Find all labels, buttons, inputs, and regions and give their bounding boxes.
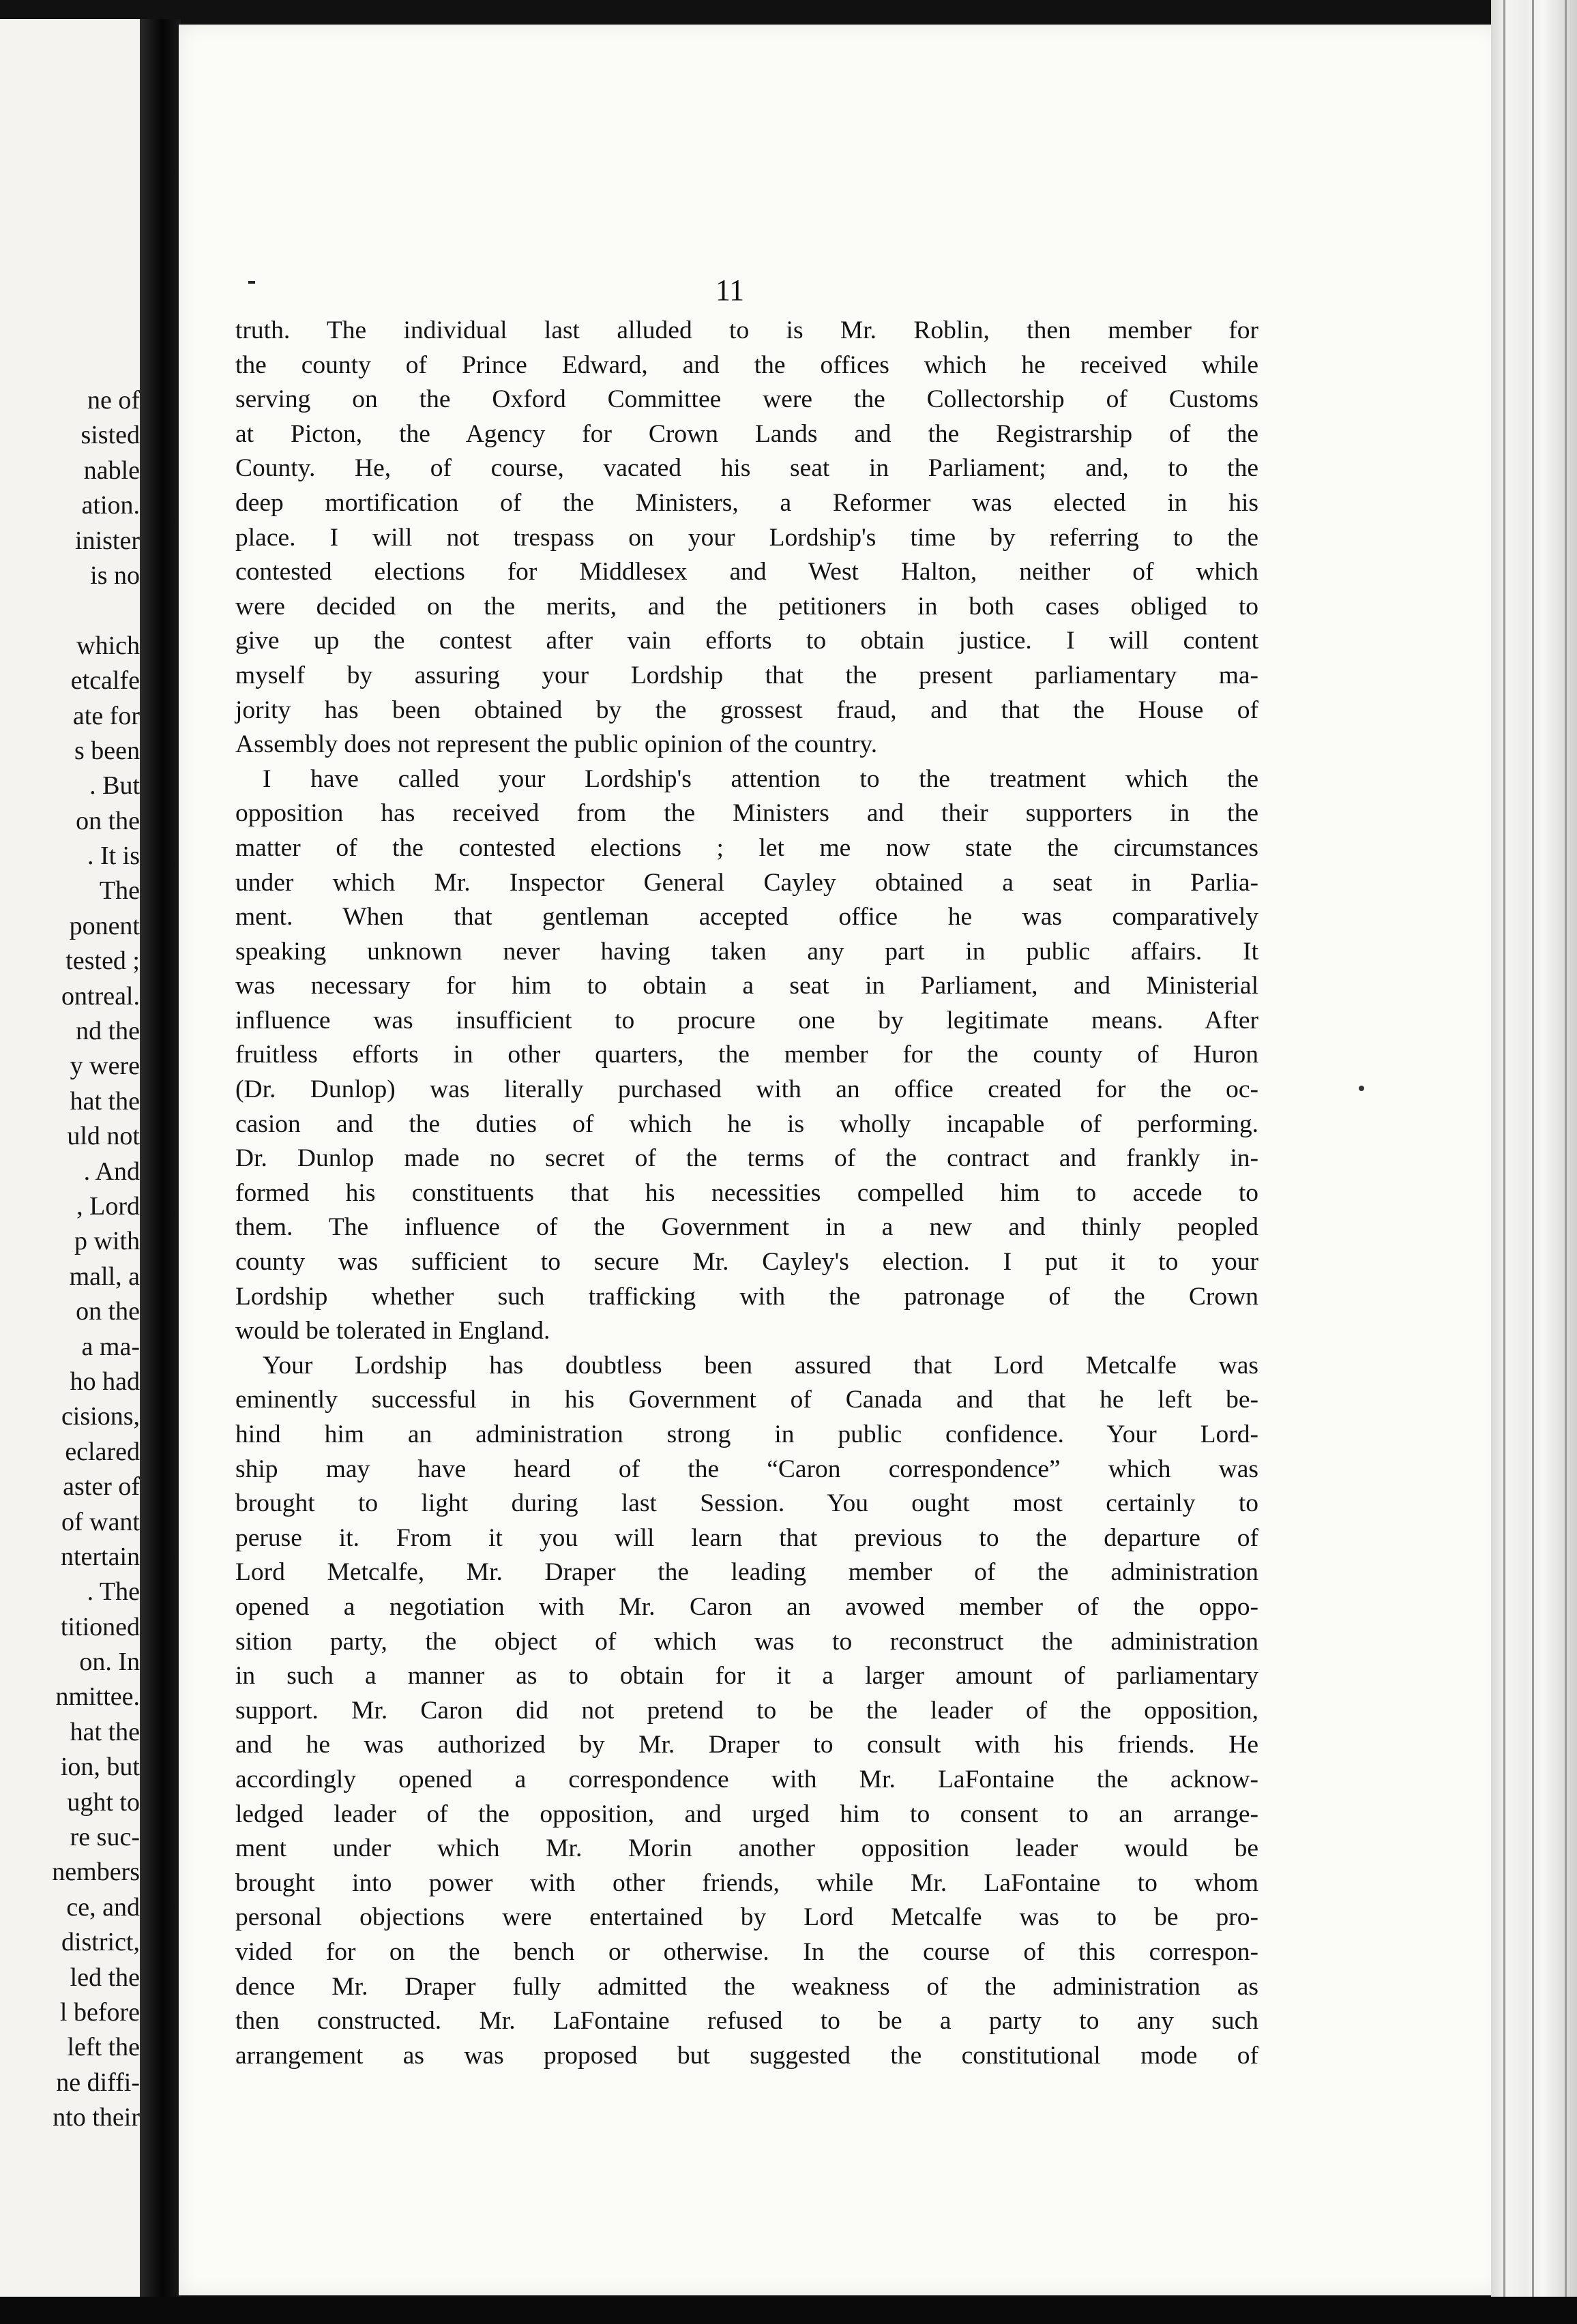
facing-page-line: ate for xyxy=(72,701,140,730)
facing-page-line: on. In xyxy=(79,1648,140,1677)
text-line: personal objections were entertained by Lord Metcalfe was to be pro- xyxy=(235,1903,1258,1932)
facing-page-line: led the xyxy=(70,1963,140,1992)
text-line: eminently successful in his Government of Canada and that he left be- xyxy=(235,1386,1258,1414)
text-line: hind him an administration strong in public confidence. Your Lord- xyxy=(235,1420,1258,1448)
facing-page-line: left the xyxy=(67,2033,140,2062)
body-text xyxy=(235,314,1258,2073)
facing-page-line: which xyxy=(76,631,140,660)
facing-page-line: of want xyxy=(61,1507,140,1536)
facing-page-line: uld not xyxy=(67,1122,140,1151)
page-edges xyxy=(1491,0,1577,2324)
facing-page-line: etcalfe xyxy=(70,666,140,696)
facing-page-line: ion, but xyxy=(60,1753,140,1782)
text-line: vided for on the bench or otherwise. In the course of this correspon- xyxy=(235,1937,1258,1966)
facing-page-line: nembers xyxy=(52,1858,140,1887)
facing-page-line: nd the xyxy=(76,1017,140,1046)
text-line: place. I will not trespass on your Lordship's time by referring to the xyxy=(235,523,1258,552)
text-line: opened a negotiation with Mr. Caron an avowed member of the oppo- xyxy=(235,1592,1258,1621)
facing-page-line: nmittee. xyxy=(55,1682,140,1712)
facing-page-line: ne of xyxy=(87,386,140,415)
facing-page-line: titioned xyxy=(60,1612,140,1641)
text-line: then constructed. Mr. LaFontaine refused to be a party to any such xyxy=(235,2007,1258,2036)
facing-page-line xyxy=(0,593,140,628)
text-line: casion and the duties of which he is wholly incapable of performing. xyxy=(235,1109,1258,1138)
text-line: jority has been obtained by the grossest fraud, and that the House of xyxy=(235,696,1258,724)
facing-page-line: . And xyxy=(83,1157,140,1186)
facing-page-line: ught to xyxy=(67,1787,140,1817)
facing-page-line: cisions, xyxy=(61,1402,140,1431)
text-line: serving on the Oxford Committee were the Collectorship of Customs xyxy=(235,385,1258,414)
facing-page-line: nto their xyxy=(53,2103,140,2132)
text-line: was necessary for him to obtain a seat in Parliament, and Ministerial xyxy=(235,972,1258,1000)
text-line: opposition has received from the Ministers and their supporters in the xyxy=(235,799,1258,828)
text-line: at Picton, the Agency for Crown Lands and the Registrarship of the xyxy=(235,419,1258,448)
facing-page-line: hat the xyxy=(70,1717,140,1746)
facing-page-line: on the xyxy=(76,806,140,835)
text-line: Dr. Dunlop made no secret of the terms of the contract and frankly in- xyxy=(235,1144,1258,1173)
facing-page-line: y were xyxy=(70,1052,140,1081)
facing-page-line: a ma- xyxy=(81,1332,140,1361)
facing-page-line: . The xyxy=(87,1577,140,1607)
text-line: (Dr. Dunlop) was literally purchased with an office created for the oc- xyxy=(235,1075,1258,1104)
facing-page-line: is no xyxy=(90,561,140,590)
text-line: truth. The individual last alluded to is Mr. Roblin, then member for xyxy=(235,316,1258,344)
facing-page-line: . But xyxy=(89,771,140,801)
facing-page-line: district, xyxy=(61,1928,140,1957)
facing-page-line: ponent xyxy=(69,911,140,940)
text-line: arrangement as was proposed but suggested the constitutional mode of xyxy=(235,2041,1258,2070)
ink-dot xyxy=(1359,1086,1364,1091)
text-line: would be tolerated in England. xyxy=(235,1317,550,1345)
text-line: Assembly does not represent the public opinion of the country. xyxy=(235,730,878,759)
text-line: sition party, the object of which was to reconstruct the administration xyxy=(235,1627,1258,1656)
text-line: ment. When that gentleman accepted office he was comparatively xyxy=(235,903,1258,932)
text-line: Lord Metcalfe, Mr. Draper the leading member of the administration xyxy=(235,1558,1258,1587)
text-line: formed his constituents that his necessities compelled him to accede to xyxy=(235,1178,1258,1207)
facing-page-line: re suc- xyxy=(70,1823,140,1852)
text-line: I have called your Lordship's attention to the treatment which the xyxy=(263,764,1258,793)
text-line: peruse it. From it you will learn that previous to the departure of xyxy=(235,1523,1258,1552)
text-line: contested elections for Middlesex and West Halton, neither of which xyxy=(235,558,1258,586)
text-line: County. He, of course, vacated his seat in Parliament; and, to the xyxy=(235,454,1258,483)
text-line: ment under which Mr. Morin another opposition leader would be xyxy=(235,1834,1258,1863)
text-line: give up the contest after vain efforts to obtain justice. I will content xyxy=(235,627,1258,655)
facing-page-line: p with xyxy=(74,1227,140,1256)
facing-page-line: The xyxy=(99,876,140,906)
text-line: support. Mr. Caron did not pretend to be the leader of the opposition, xyxy=(235,1696,1258,1725)
text-line: in such a manner as to obtain for it a larger amount of parliamentary xyxy=(235,1662,1258,1690)
text-line: ledged leader of the opposition, and urged him to consent to an arrange- xyxy=(235,1800,1258,1828)
text-line: deep mortification of the Ministers, a Reformer was elected in his xyxy=(235,488,1258,517)
facing-page-text xyxy=(0,383,140,2136)
facing-page-line: eclared xyxy=(65,1437,140,1466)
text-line: fruitless efforts in other quarters, the member for the county of Huron xyxy=(235,1041,1258,1069)
facing-page-line: l before xyxy=(59,1997,140,2027)
text-line: and he was authorized by Mr. Draper to consult with his friends. He xyxy=(235,1731,1258,1759)
text-line: brought to light during last Session. You ought most certainly to xyxy=(235,1489,1258,1518)
facing-page-line: on the xyxy=(76,1297,140,1326)
facing-page-line: ontreal. xyxy=(61,981,140,1011)
text-line: them. The influence of the Government in a new and thinly peopled xyxy=(235,1213,1258,1242)
text-line: ship may have heard of the “Caron correspondence” which was xyxy=(235,1455,1258,1483)
facing-page-line: mall, a xyxy=(69,1262,140,1291)
book-gutter xyxy=(140,19,181,2310)
facing-page-line: aster of xyxy=(63,1472,140,1502)
text-line: myself by assuring your Lordship that the present parliamentary ma- xyxy=(235,661,1258,689)
text-line: Your Lordship has doubtless been assured that Lord Metcalfe was xyxy=(263,1351,1258,1380)
facing-page-line: hat the xyxy=(70,1086,140,1116)
text-line: under which Mr. Inspector General Cayley obtained a seat in Parlia- xyxy=(235,868,1258,897)
facing-page-line: ho had xyxy=(70,1367,140,1396)
facing-page-line: . It is xyxy=(87,841,140,871)
facing-page-fragment xyxy=(0,19,140,2297)
text-line: accordingly opened a correspondence with Mr. LaFontaine the acknow- xyxy=(235,1765,1258,1793)
text-line: county was sufficient to secure Mr. Cayley's election. I put it to your xyxy=(235,1248,1258,1277)
page-number: 11 xyxy=(715,273,745,307)
stray-ink-mark xyxy=(248,281,255,284)
facing-page-line: , Lord xyxy=(76,1191,140,1221)
facing-page-line: s been xyxy=(74,736,140,765)
facing-page-line: ne diffi- xyxy=(56,2068,140,2097)
text-line: influence was insufficient to procure one by legitimate means. After xyxy=(235,1006,1258,1034)
facing-page-line: tested ; xyxy=(65,947,140,976)
text-line: dence Mr. Draper fully admitted the weakness of the administration as xyxy=(235,1972,1258,2001)
facing-page-line: ation. xyxy=(81,491,140,520)
text-line: Lordship whether such trafficking with the patronage of the Crown xyxy=(235,1282,1258,1311)
facing-page-line: nable xyxy=(83,456,140,485)
facing-page-line: inister xyxy=(75,526,140,555)
text-line: the county of Prince Edward, and the offices which he received while xyxy=(235,351,1258,379)
text-line: brought into power with other friends, while Mr. LaFontaine to whom xyxy=(235,1868,1258,1897)
facing-page-line: ntertain xyxy=(60,1542,140,1571)
facing-page-line: ce, and xyxy=(66,1892,140,1922)
text-line: matter of the contested elections ; let me now state the circumstances xyxy=(235,833,1258,862)
scan-bottom-edge xyxy=(0,2297,1577,2324)
text-line: were decided on the merits, and the petitioners in both cases obliged to xyxy=(235,592,1258,621)
text-line: speaking unknown never having taken any part in public affairs. It xyxy=(235,937,1258,966)
facing-page-line: sisted xyxy=(80,421,140,450)
